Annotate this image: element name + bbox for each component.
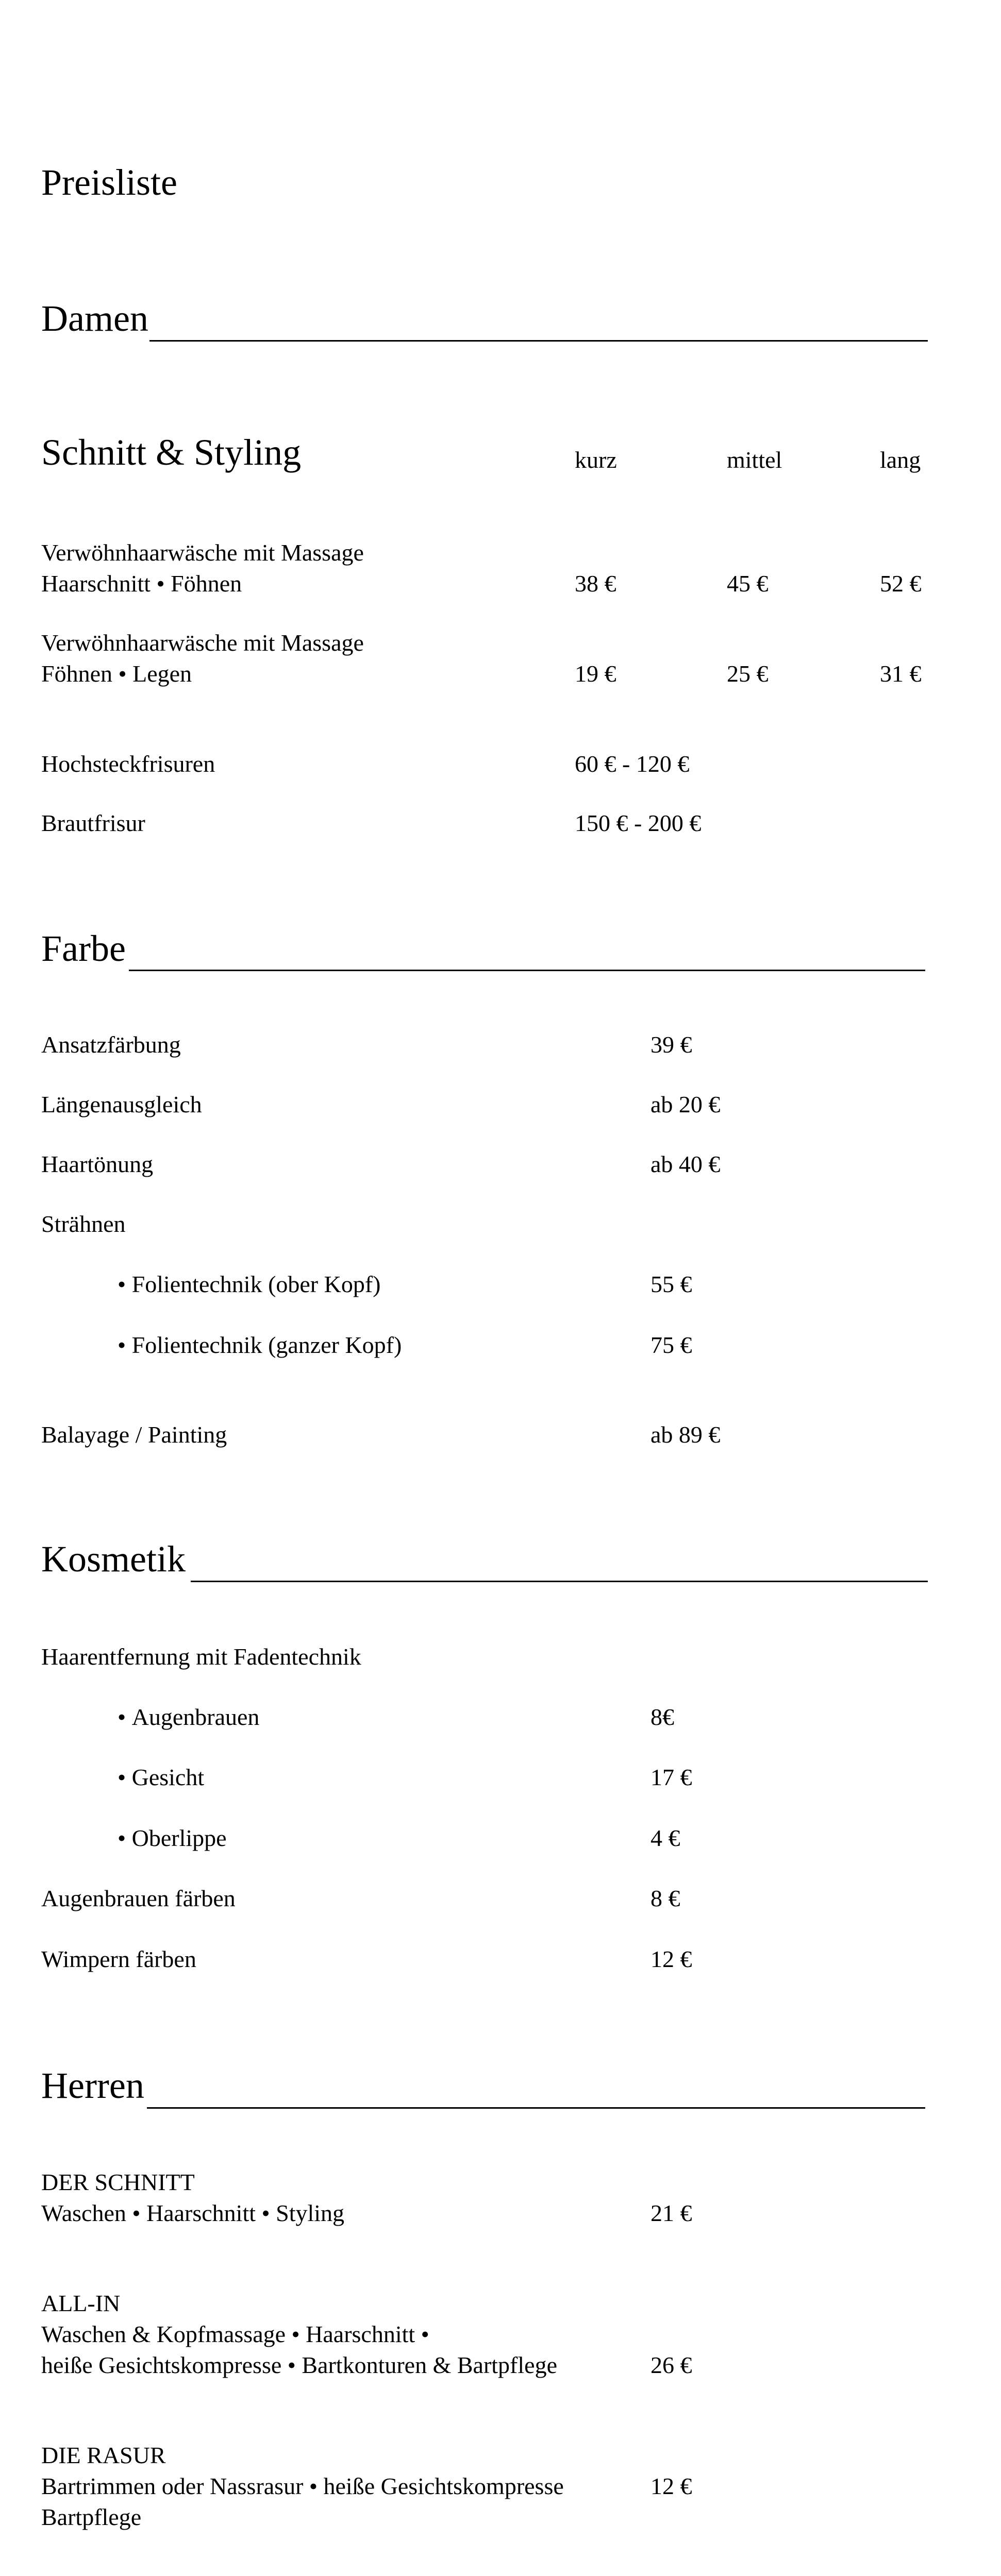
service-name: ALL-IN xyxy=(41,2290,121,2316)
price-mittel: 45 € xyxy=(727,570,769,597)
service-name: DER SCHNITT xyxy=(41,2169,195,2195)
service-price: 55 € xyxy=(650,1271,692,1297)
subsection-title-schnitt: Schnitt & Styling xyxy=(41,432,302,473)
section-title-damen: Damen xyxy=(41,298,148,339)
service-price: 39 € xyxy=(650,1031,692,1058)
service-line: Waschen & Kopfmassage • Haarschnitt • xyxy=(41,2321,429,2347)
service-price: 8 € xyxy=(650,1885,680,1911)
column-header-kurz: kurz xyxy=(575,447,617,473)
service-line: Haarschnitt • Föhnen xyxy=(41,570,242,597)
service-line: heiße Gesichtskompresse • Bartkonturen & Bartpflege xyxy=(41,2352,557,2378)
page-title: Preisliste xyxy=(41,162,177,203)
price-lang: 52 € xyxy=(880,570,922,597)
service-price: ab 40 € xyxy=(650,1151,721,1177)
service-line: Waschen • Haarschnitt • Styling xyxy=(41,2200,345,2226)
column-header-mittel: mittel xyxy=(727,447,782,473)
service-line: Föhnen • Legen xyxy=(41,660,192,687)
service-line: Bartpflege xyxy=(41,2504,142,2530)
price-lang: 31 € xyxy=(880,660,922,687)
service-price: 26 € xyxy=(650,2352,692,2378)
service-line: Bartrimmen oder Nassrasur • heiße Gesichtskompresse xyxy=(41,2473,564,2499)
section-title-kosmetik: Kosmetik xyxy=(41,1538,186,1580)
bullet-item: • Oberlippe xyxy=(118,1826,227,1850)
service-label: Haarentfernung mit Fadentechnik xyxy=(41,1643,361,1670)
service-price: 4 € xyxy=(650,1825,680,1851)
service-label: Brautfrisur xyxy=(41,810,145,836)
service-price: ab 20 € xyxy=(650,1091,721,1117)
section-rule xyxy=(191,1581,928,1582)
service-price: ab 89 € xyxy=(650,1421,721,1448)
bullet-item: • Augenbrauen xyxy=(118,1705,259,1729)
service-price: 150 € - 200 € xyxy=(575,810,702,836)
service-label: Hochsteckfrisuren xyxy=(41,751,215,777)
service-line: Verwöhnhaarwäsche mit Massage xyxy=(41,630,364,656)
service-label: Haartönung xyxy=(41,1151,154,1177)
service-price: 8€ xyxy=(650,1704,674,1730)
service-price: 12 € xyxy=(650,2473,692,2499)
service-label: Ansatzfärbung xyxy=(41,1031,181,1058)
section-title-farbe: Farbe xyxy=(41,928,126,969)
service-line: Verwöhnhaarwäsche mit Massage xyxy=(41,539,364,566)
bullet-item: • Gesicht xyxy=(118,1766,204,1789)
service-label: Balayage / Painting xyxy=(41,1421,227,1448)
section-rule xyxy=(129,970,925,971)
service-price: 17 € xyxy=(650,1764,692,1790)
bullet-item: • Folientechnik (ober Kopf) xyxy=(118,1273,380,1296)
service-price: 12 € xyxy=(650,1946,692,1972)
price-mittel: 25 € xyxy=(727,660,769,687)
section-title-herren: Herren xyxy=(41,2065,144,2106)
service-label: Strähnen xyxy=(41,1211,126,1237)
price-kurz: 38 € xyxy=(575,570,616,597)
service-label: Wimpern färben xyxy=(41,1946,196,1972)
bullet-item: • Folientechnik (ganzer Kopf) xyxy=(118,1333,402,1357)
service-price: 60 € - 120 € xyxy=(575,751,690,777)
service-price: 75 € xyxy=(650,1332,692,1358)
column-header-lang: lang xyxy=(880,447,921,473)
section-rule xyxy=(149,340,928,342)
service-label: Längenausgleich xyxy=(41,1091,202,1117)
service-label: Augenbrauen färben xyxy=(41,1885,236,1911)
service-name: DIE RASUR xyxy=(41,2442,166,2468)
section-rule xyxy=(147,2107,925,2109)
service-price: 21 € xyxy=(650,2200,692,2226)
price-kurz: 19 € xyxy=(575,660,616,687)
